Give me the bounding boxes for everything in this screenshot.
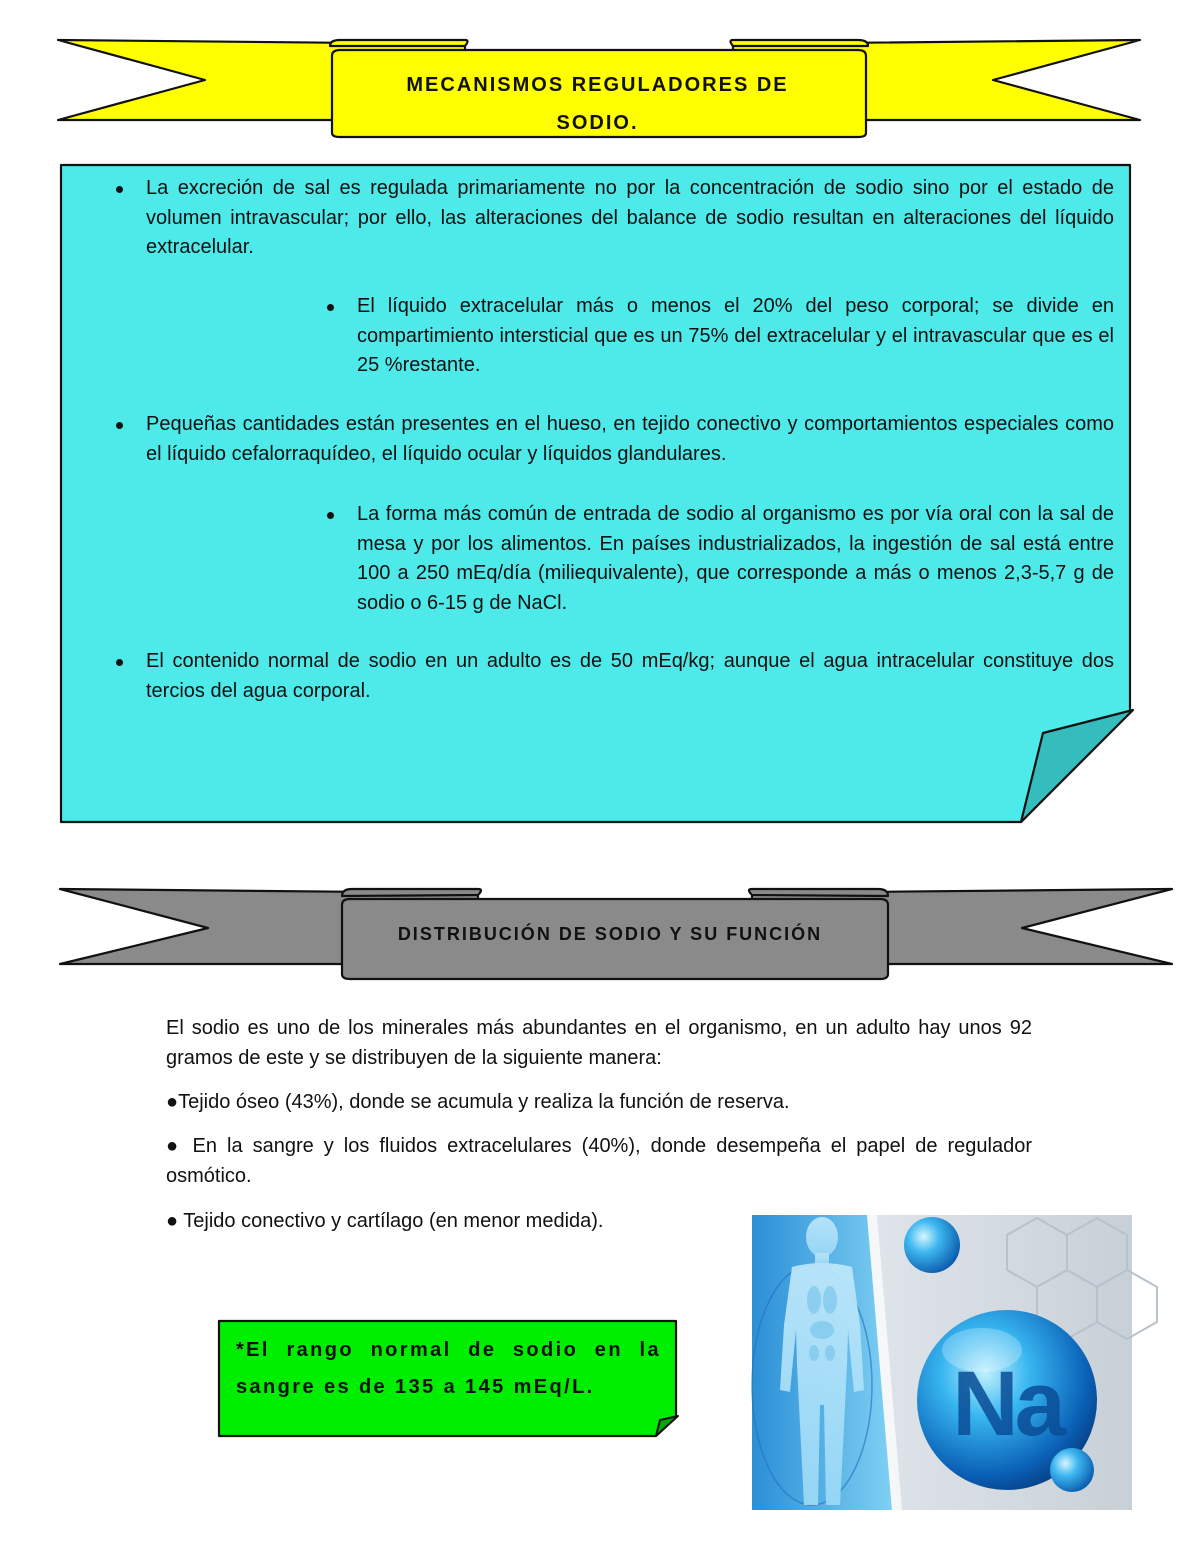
note-item-5: El contenido normal de sodio en un adulto es de 50 mEq/kg; aunque el agua intracelular constituye dos tercios del agua corporal.	[146, 647, 1114, 706]
note-list-group-2	[357, 292, 1114, 381]
banner-title-mecanismos	[340, 66, 855, 142]
banner-title-line1: MECANISMOS REGULADORES DE	[406, 74, 789, 96]
distribution-item-2: ● En la sangre y los fluidos extracelulares (40%), donde desempeña el papel de regulador osmótico.	[166, 1135, 1032, 1187]
note-list-group-4	[357, 500, 1114, 618]
note-item-2: El líquido extracelular más o menos el 20% del peso corporal; se divide en compartimiento intersticial que es un 75% del extracelular y el intravascular que es el 25 %restante.	[357, 292, 1114, 381]
note-item-3: Pequeñas cantidades están presentes en el hueso, en tejido conectivo y comportamientos especiales como el líquido cefalorraquídeo, el líquido ocular y líquidos glandulares.	[146, 410, 1114, 469]
note-item-4: La forma más común de entrada de sodio al organismo es por vía oral con la sal de mesa y por los alimentos. En países industrializados, la ingestión de sal está entre 100 a 250 mEq/día (miliequivalente), que corresponde a más o menos 2,3-5,7 g de sodio o 6-15 g de NaCl.	[357, 500, 1114, 618]
banner-title-distribucion: DISTRIBUCIÓN DE SODIO Y SU FUNCIÓN	[397, 924, 823, 944]
note-item-1: La excreción de sal es regulada primariamente no por la concentración de sodio sino por el estado de volumen intravascular; por ello, las alteraciones del balance de sodio resultan en alteraciones del líquido extracelular.	[146, 174, 1114, 263]
note-list-group-5	[146, 647, 1114, 706]
distribution-item-1: ●Tejido óseo (43%), donde se acumula y realiza la función de reserva.	[166, 1091, 790, 1113]
note-list-group-1	[146, 174, 1114, 263]
banner-title-line2: SODIO.	[556, 112, 639, 134]
note-list-group-3	[146, 410, 1114, 469]
callout-normal-range: *El rango normal de sodio en la sangre es de 135 a 145 mEq/L.	[236, 1339, 661, 1398]
sodium-illustration	[752, 1215, 1132, 1510]
distribution-item-3: ● Tejido conectivo y cartílago (en menor medida).	[166, 1210, 604, 1232]
sodium-symbol: Na	[952, 1353, 1062, 1455]
distribution-intro: El sodio es uno de los minerales más abundantes en el organismo, en un adulto hay unos 92 gramos de este y se distribuyen de la siguiente manera:	[166, 1017, 1032, 1069]
